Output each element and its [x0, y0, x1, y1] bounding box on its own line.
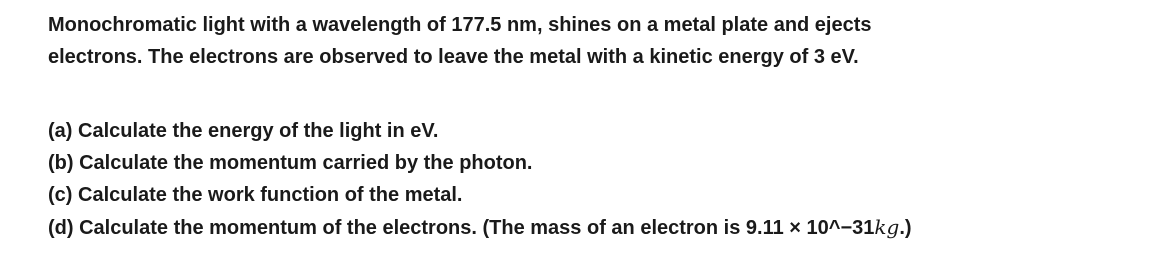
problem-intro — [48, 9, 1148, 73]
question-d-text: (d) Calculate the momentum of the electrons. (The mass of an electron is 9.11 × 10^−31 — [48, 217, 875, 239]
question-list — [48, 115, 1148, 244]
question-d — [48, 211, 1148, 244]
mass-unit: kg — [874, 215, 900, 239]
intro-line-1: Monochromatic light with a wavelength of 177.5 nm, shines on a metal plate and ejects — [48, 14, 872, 36]
question-d-closing: .) — [899, 217, 912, 239]
question-b — [48, 147, 1148, 179]
problem-document — [48, 9, 1148, 244]
question-c-text: (c) Calculate the work function of the metal. — [48, 184, 463, 206]
question-a-text: (a) Calculate the energy of the light in eV. — [48, 120, 439, 142]
question-c — [48, 179, 1148, 211]
question-d-line — [48, 211, 1148, 244]
question-b-text: (b) Calculate the momentum carried by the photon. — [48, 152, 533, 174]
intro-line-2: electrons. The electrons are observed to leave the metal with a kinetic energy of 3 eV. — [48, 46, 859, 68]
question-a — [48, 115, 1148, 147]
